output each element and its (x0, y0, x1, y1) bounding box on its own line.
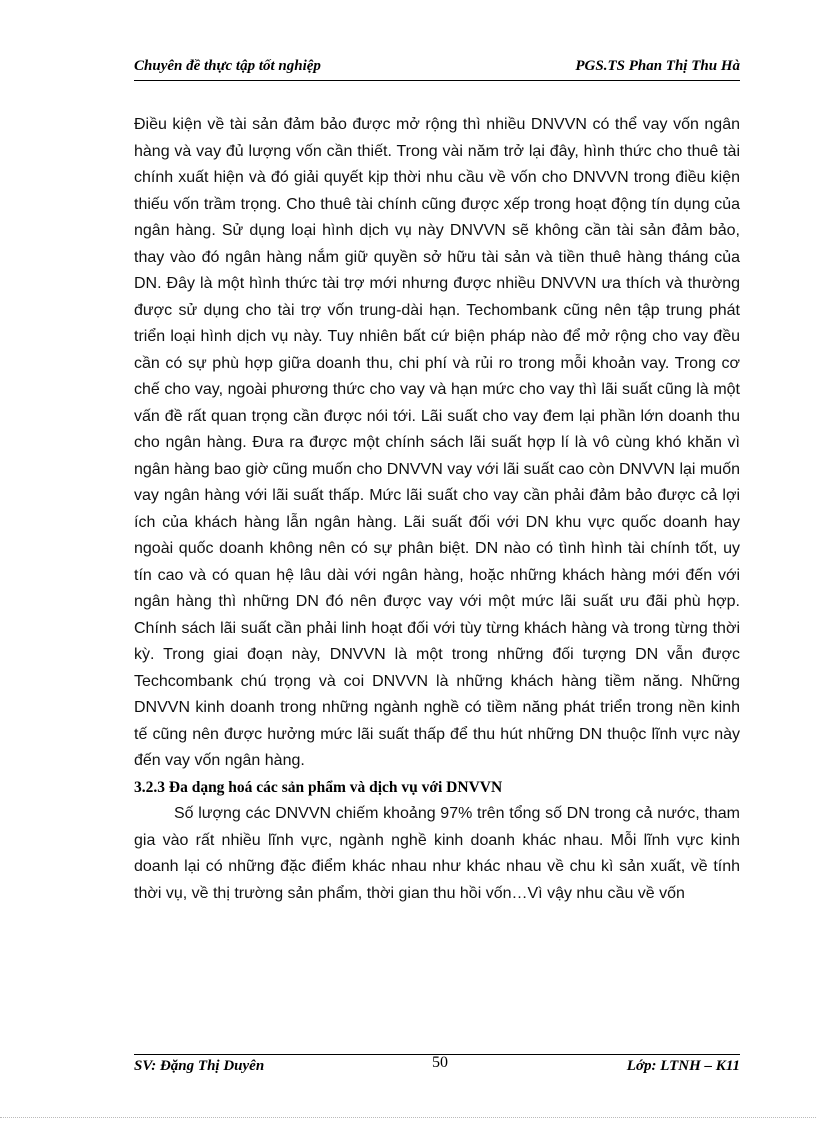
section-heading-3-2-3: 3.2.3 Đa dạng hoá các sản phẩm và dịch vụ với DNVVN (134, 778, 503, 796)
page-content (134, 112, 740, 907)
page-bottom-edge (0, 1117, 816, 1118)
page-header (134, 56, 740, 81)
body-paragraph-1: Điều kiện về tài sản đảm bảo được mở rộng thì nhiều DNVVN có thể vay vốn ngân hàng và vay đủ lượng vốn cần thiết. Trong vài năm trở lại đây, hình thức cho thuê tài chính xuất hiện và đó giải quyết kịp thời nhu cầu về vốn cho DNVVN trong điều kiện thiếu vốn trầm trọng. Cho thuê tài chính cũng được xếp trong hoạt động tín dụng của ngân hàng. Sử dụng loại hình dịch vụ này DNVVN sẽ không cần tài sản đảm bảo, thay vào đó ngân hàng nắm giữ quyền sở hữu tài sản và tiền thuê hàng tháng của DN. Đây là một hình thức tài trợ mới nhưng được nhiều DNVVN ưa thích và thường được sử dụng cho tài trợ vốn trung-dài hạn. Techombank cũng nên tập trung phát triển loại hình dịch vụ này. Tuy nhiên bất cứ biện pháp nào để mở rộng cho vay đều cần có sự phù hợp giữa doanh thu, chi phí và rủi ro trong mỗi khoản vay. Trong cơ chế cho vay, ngoài phương thức cho vay và hạn mức cho vay thì lãi suất cũng là một vấn đề rất quan trọng cần được nói tới. Lãi suất cho vay đem lại phần lớn doanh thu cho ngân hàng. Đưa ra được một chính sách lãi suất hợp lí là vô cùng khó khăn vì ngân hàng bao giờ cũng muốn cho DNVVN vay với lãi suất cao còn DNVVN lại muốn vay ngân hàng với lãi suất thấp. Mức lãi suất cho vay cần phải đảm bảo được cả lợi ích của khách hàng lẫn ngân hàng. Lãi suất đối với DN khu vực quốc doanh hay ngoài quốc doanh không nên có sự phân biệt. DN nào có tình hình tài chính tốt, uy tín cao và có quan hệ lâu dài với ngân hàng, hoặc những khách hàng mới đến với ngân hàng thì những DN đó nên được vay với một mức lãi suất ưu đãi phù hợp. Chính sách lãi suất cần phải linh hoạt đối với tùy từng khách hàng và trong từng thời kỳ. Trong giai đoạn này, DNVVN là một trong những đối tượng DN vẫn được Techcombank chú trọng và coi DNVVN là những khách hàng tiềm năng. Những DNVVN kinh doanh trong những ngành nghề có tiềm năng phát triển trong nền kinh tế cũng nên được hưởng mức lãi suất thấp để thu hút những DN thuộc lĩnh vực này đến vay vốn ngân hàng. (134, 116, 740, 769)
footer-student-name: SV: Đặng Thị Duyên (134, 1058, 265, 1074)
header-document-title: Chuyên đề thực tập tốt nghiệp (134, 58, 321, 74)
body-paragraph-2: Số lượng các DNVVN chiếm khoảng 97% trên tổng số DN trong cả nước, tham gia vào rất nhiều lĩnh vực, ngành nghề kinh doanh khác nhau. Mỗi lĩnh vực kinh doanh lại có những đặc điểm khác nhau như khác nhau về chu kì sản xuất, về tính thời vụ, về thị trường sản phẩm, thời gian thu hồi vốn…Vì vậy nhu cầu về vốn (134, 805, 740, 902)
footer-class: Lớp: LTNH – K11 (626, 1058, 740, 1074)
page-number: 50 (432, 1054, 448, 1071)
header-supervisor: PGS.TS Phan Thị Thu Hà (575, 58, 740, 74)
